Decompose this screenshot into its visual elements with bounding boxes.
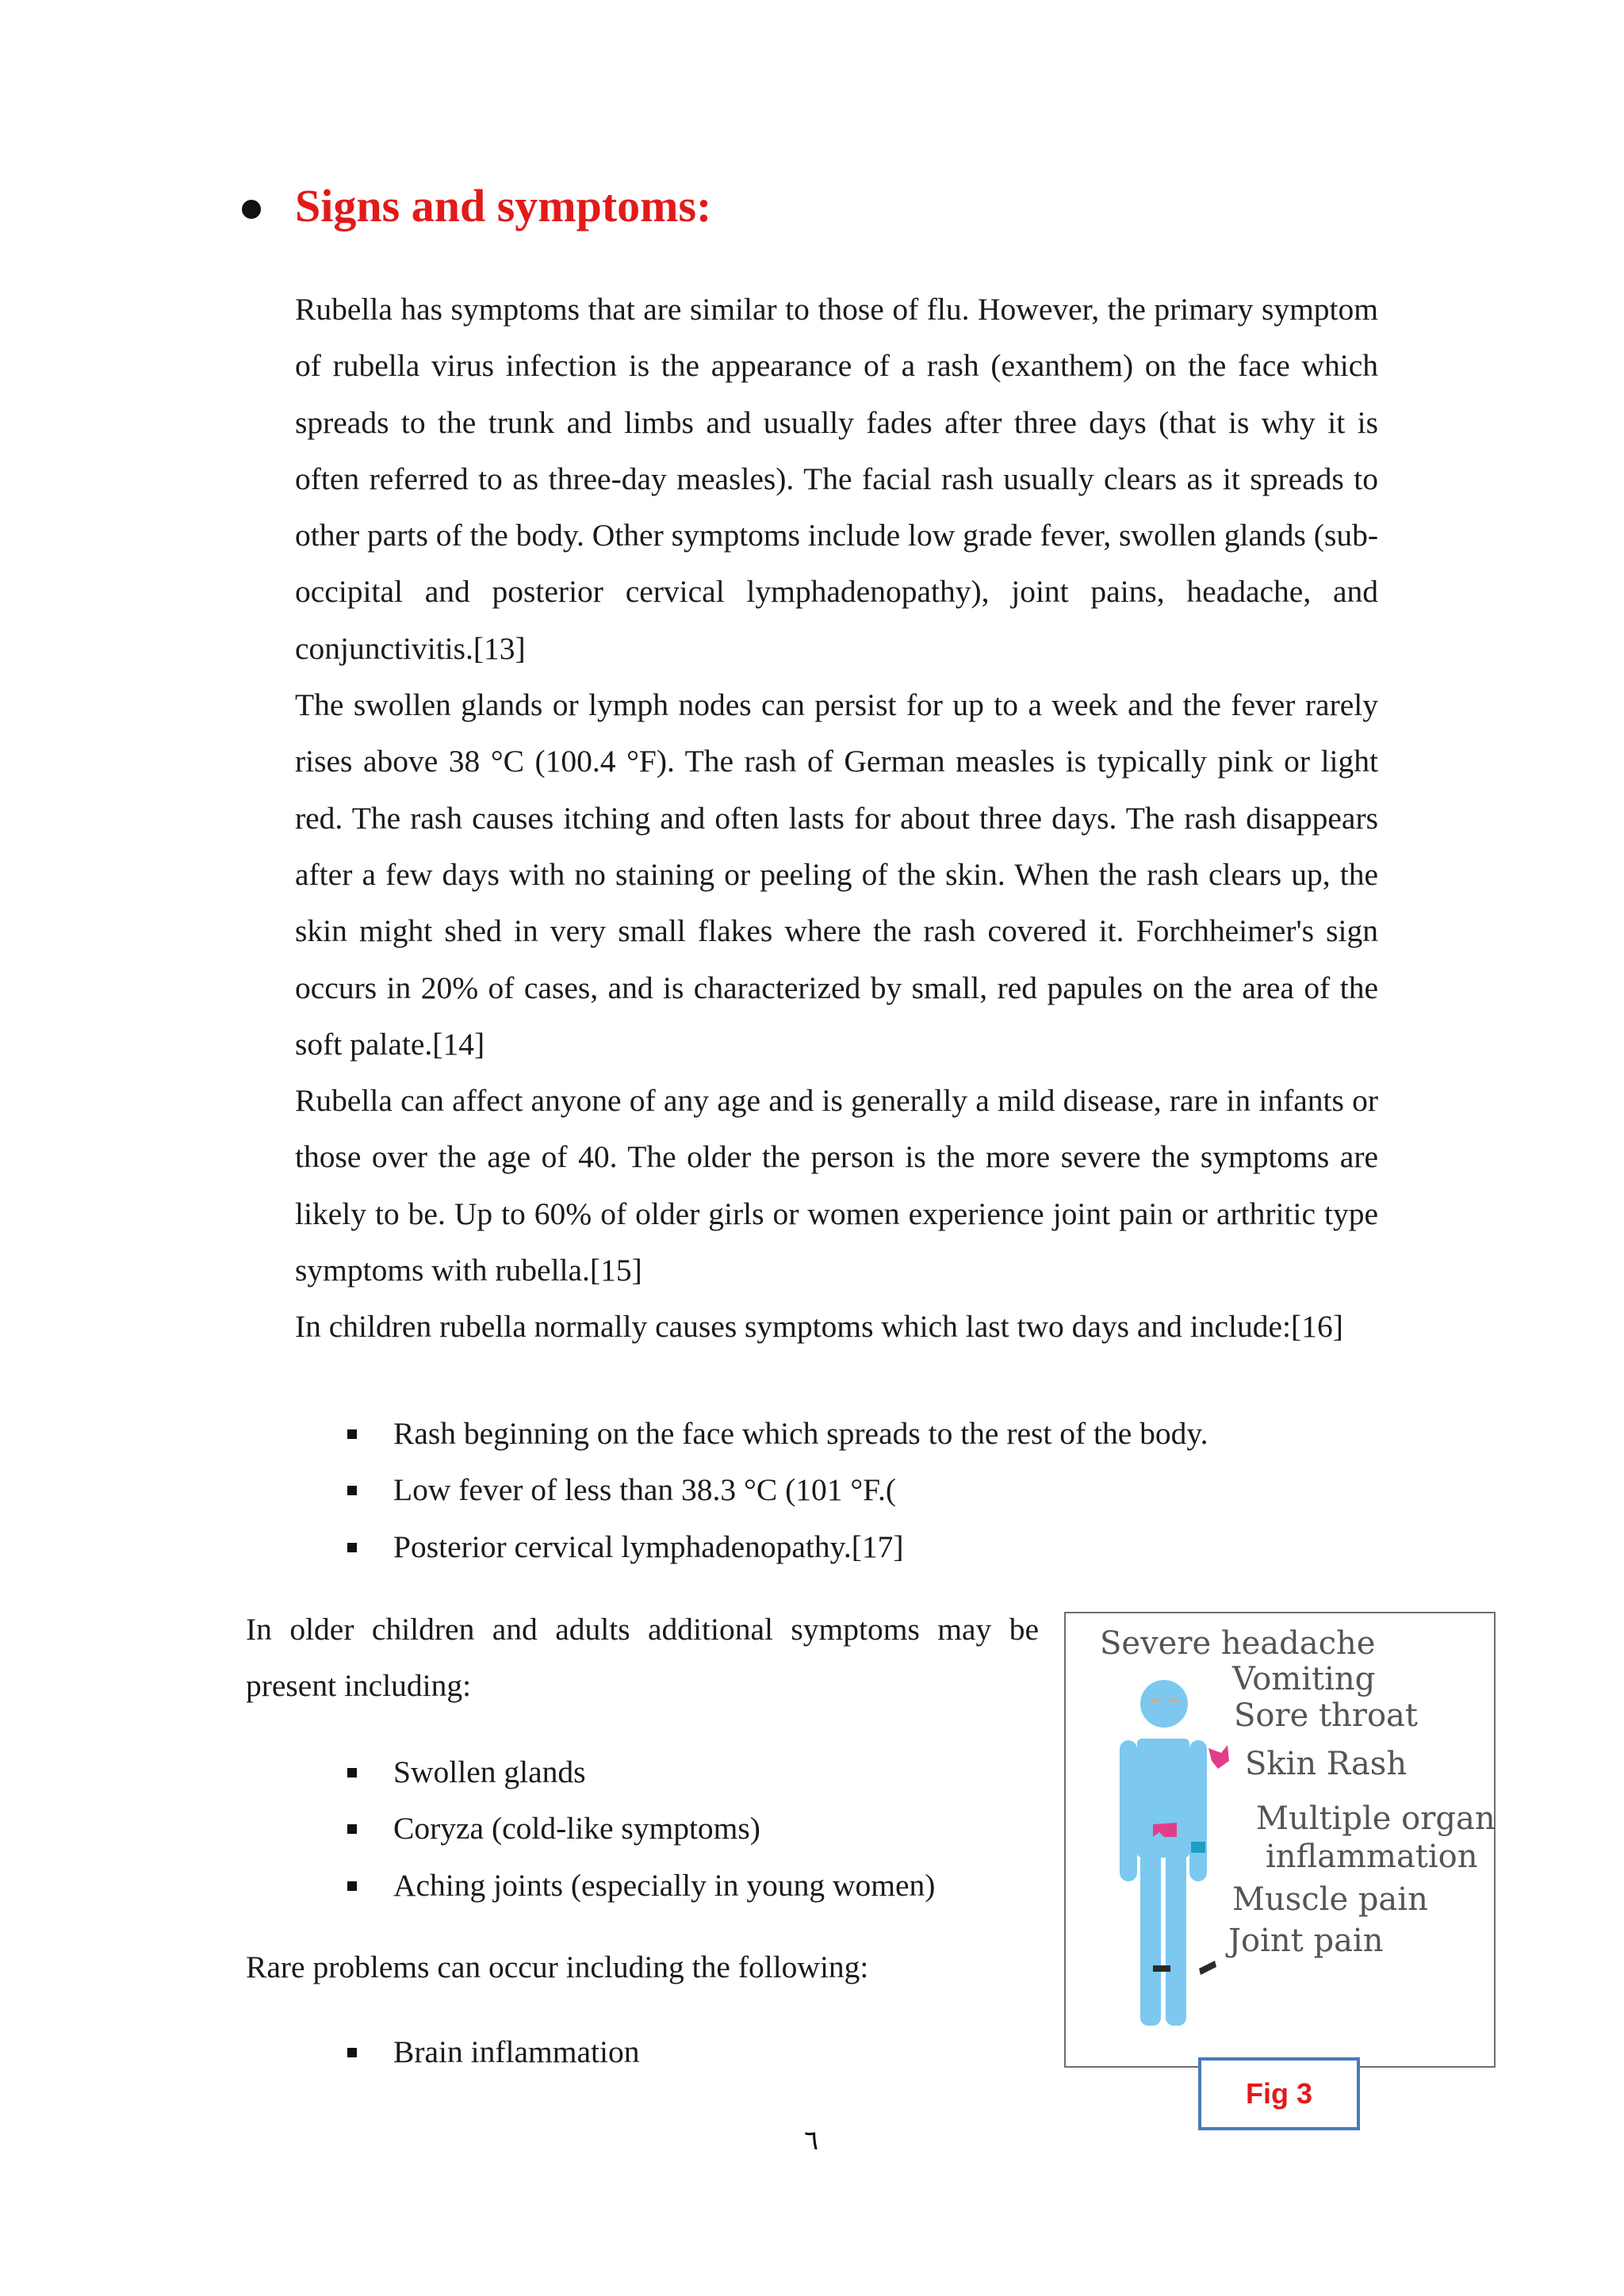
paragraph: In children rubella normally causes symptoms which last two days and include:[16] (295, 1309, 1343, 1345)
label-joint-pain: Joint pain (1228, 1923, 1384, 1959)
adults-intro: In older children and adults additional symptoms may be present including: (246, 1612, 1039, 1704)
arm-shape (1189, 1740, 1207, 1881)
square-bullet-icon (347, 1881, 357, 1891)
rare-problems-list (295, 2024, 639, 2080)
symptoms-figure (1064, 1612, 1496, 2068)
leg-shape (1140, 1851, 1161, 2026)
paragraph: Rubella has symptoms that are similar to those of flu. However, the primary symptom of rubella virus infection is the appearance of a rash (exanthem) on the face which spreads to the trunk and limbs and usually fades after three days (that is why it is often referred to as three-day measles). The facial rash usually clears as it spreads to other parts of the body. Other symptoms include low grade fever, swollen glands (sub-occipital and posterior cervical lymphadenopathy), joint pains, headache, and conjunctivitis.[13] (295, 292, 1378, 666)
list-item: Brain inflammation (295, 2024, 639, 2080)
square-bullet-icon (347, 1486, 357, 1495)
caption-text: Fig 3 (1245, 2077, 1312, 2110)
list-item: Coryza (cold-like symptoms) (295, 1800, 935, 1857)
label-skin-rash: Skin Rash (1245, 1746, 1408, 1782)
leg-shape (1166, 1851, 1186, 2026)
children-symptoms-list (295, 1406, 1208, 1575)
label-muscle-pain: Muscle pain (1232, 1881, 1428, 1918)
body-text (295, 281, 1378, 1356)
list-item: Posterior cervical lymphadenopathy.[17] (295, 1519, 1208, 1575)
torso-shape (1137, 1739, 1189, 1858)
heading-text: Signs and symptoms: (295, 180, 712, 232)
square-bullet-icon (347, 1543, 357, 1552)
skin-rash-mark (1208, 1745, 1229, 1769)
bullet-icon (242, 200, 261, 219)
label-severe-headache: Severe headache (1100, 1625, 1376, 1662)
list-item: Aching joints (especially in young women) (295, 1858, 935, 1914)
joint-mark (1153, 1965, 1170, 1972)
square-bullet-icon (347, 1429, 357, 1439)
label-sore-throat: Sore throat (1234, 1697, 1418, 1734)
arm-shape (1120, 1740, 1137, 1881)
adult-symptoms-list (295, 1744, 935, 1914)
paragraph: Rubella can affect anyone of any age and is generally a mild disease, rare in infants or those over the age of 40. The older the person is the more severe the symptoms are likely to be. Up to 60% of older girls or women experience joint pain or arthritic type symptoms with rubella.[15] (295, 1083, 1378, 1288)
list-item: Low fever of less than 38.3 °C (101 °F.( (295, 1462, 1208, 1518)
head-shape (1140, 1680, 1188, 1728)
label-inflammation: inflammation (1266, 1839, 1478, 1875)
page-number: ٦ (804, 2126, 819, 2156)
label-multiple-organ: Multiple organ (1256, 1800, 1496, 1837)
label-vomiting: Vomiting (1232, 1661, 1376, 1697)
square-bullet-icon (347, 2048, 357, 2057)
paragraph: The swollen glands or lymph nodes can persist for up to a week and the fever rarely rises above 38 °C (100.4 °F). The rash of German measles is typically pink or light red. The rash causes itching and often lasts for about three days. The rash disappears after a few days with no staining or peeling of the skin. When the rash clears up, the skin might shed in very small flakes where the rash covered it. Forchheimer's sign occurs in 20% of cases, and is characterized by small, red papules on the area of the soft palate.[14] (295, 687, 1378, 1062)
list-item: Rash beginning on the face which spreads to the rest of the body. (295, 1406, 1208, 1462)
joint-mark (1199, 1961, 1216, 1975)
list-item: Swollen glands (295, 1744, 935, 1800)
square-bullet-icon (347, 1768, 357, 1777)
organ-mark (1191, 1842, 1205, 1853)
rare-intro: Rare problems can occur including the following: (246, 1950, 869, 1984)
square-bullet-icon (347, 1824, 357, 1834)
figure-caption (1198, 2057, 1360, 2130)
